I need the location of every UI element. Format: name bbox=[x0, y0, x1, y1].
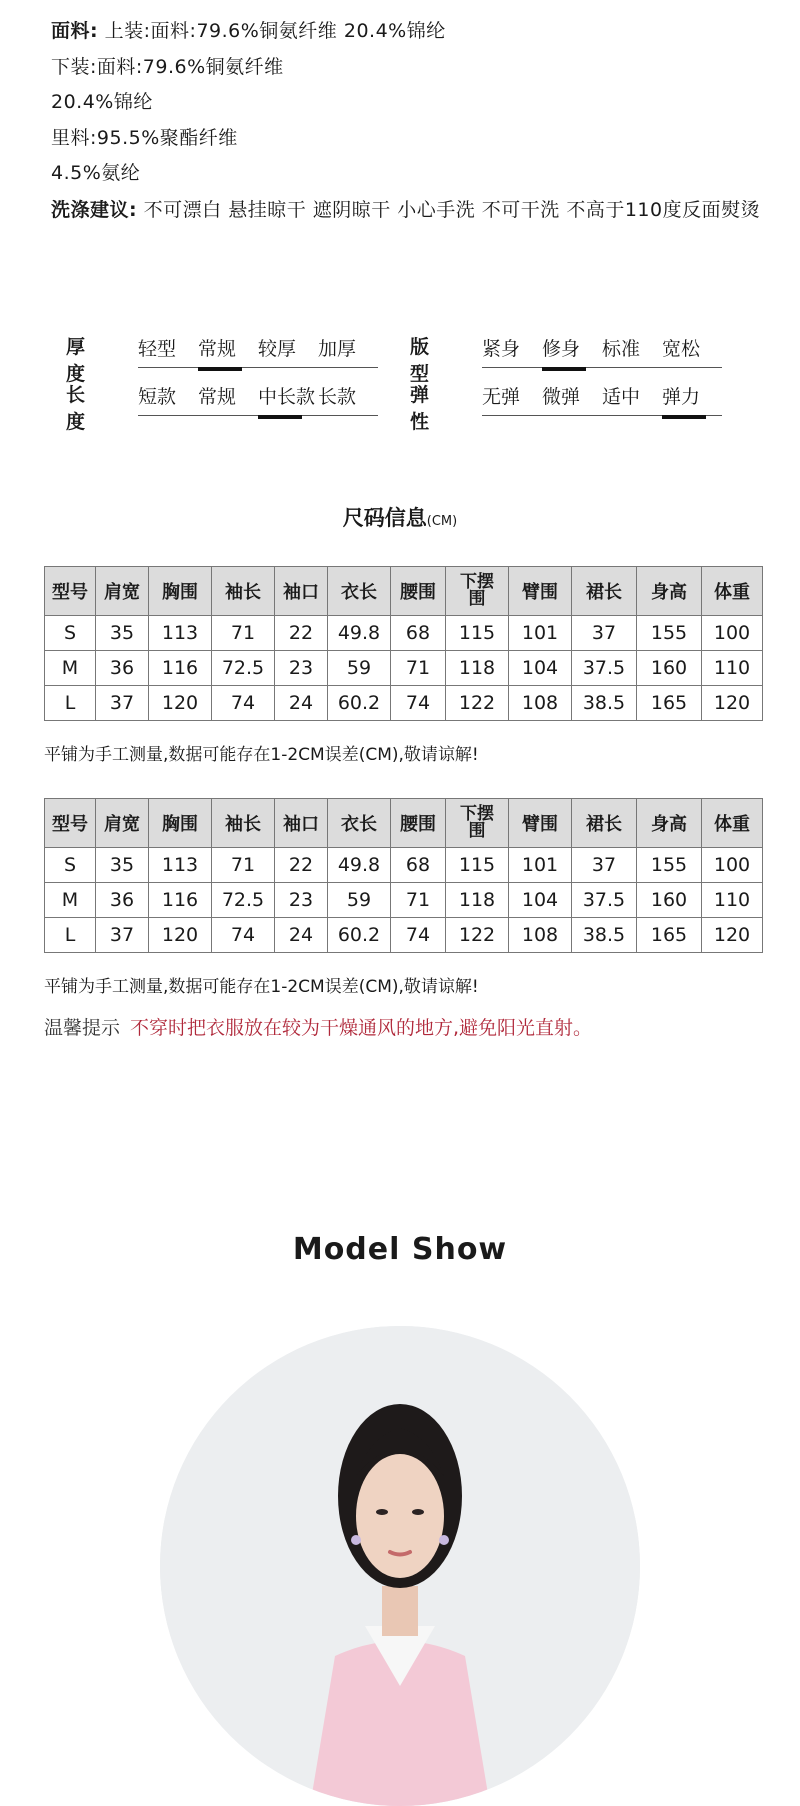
attr-option-elasticity-0: 无弹 bbox=[482, 386, 521, 408]
size-cell: 165 bbox=[637, 918, 702, 953]
attr-option-fit-0: 紧身 bbox=[482, 338, 521, 360]
size-cell: 115 bbox=[446, 848, 509, 883]
size-table-1 bbox=[44, 566, 763, 721]
size-cell: 113 bbox=[149, 848, 212, 883]
attr-option-length-2: 中长款 bbox=[258, 382, 318, 415]
size-cell: 104 bbox=[509, 651, 572, 686]
size-cell: 36 bbox=[96, 883, 149, 918]
model-photo bbox=[160, 1326, 640, 1806]
size-cell: 108 bbox=[509, 918, 572, 953]
size-cell: 120 bbox=[149, 686, 212, 721]
size-cell: 110 bbox=[702, 651, 763, 686]
size-cell: 110 bbox=[702, 883, 763, 918]
size-cell: 37 bbox=[572, 616, 637, 651]
material-line-4: 里料:95.5%聚酯纤维 bbox=[51, 126, 238, 149]
attr-option-thickness-2: 较厚 bbox=[258, 338, 297, 360]
size-header-cell: 腰围 bbox=[391, 799, 446, 848]
size-cell: M bbox=[45, 883, 96, 918]
size-info-title: 尺码信息(CM) bbox=[342, 506, 458, 530]
attr-option-fit-1: 修身 bbox=[542, 334, 602, 367]
measurement-note-1: 平铺为手工测量,数据可能存在1-2CM误差(CM),敬请谅解! bbox=[44, 745, 479, 765]
size-header-cell: 体重 bbox=[702, 799, 763, 848]
size-header-cell: 裙长 bbox=[572, 567, 637, 616]
size-cell: 115 bbox=[446, 616, 509, 651]
size-cell: M bbox=[45, 651, 96, 686]
size-cell: 24 bbox=[275, 686, 328, 721]
model-show-title: Model Show bbox=[292, 1232, 508, 1267]
size-cell: 165 bbox=[637, 686, 702, 721]
size-header-cell: 袖长 bbox=[212, 567, 275, 616]
size-header-cell: 胸围 bbox=[149, 567, 212, 616]
size-cell: 49.8 bbox=[328, 616, 391, 651]
size-cell: 36 bbox=[96, 651, 149, 686]
attr-label-thickness: 厚度 bbox=[66, 336, 86, 385]
attr-label-length: 长度 bbox=[66, 384, 86, 433]
size-header-cell: 臂围 bbox=[509, 567, 572, 616]
size-cell: 68 bbox=[391, 848, 446, 883]
attr-option-thickness-1: 常规 bbox=[198, 334, 258, 367]
attr-options-length bbox=[138, 382, 378, 416]
size-cell: 72.5 bbox=[212, 651, 275, 686]
size-cell: 116 bbox=[149, 651, 212, 686]
attr-label-fit: 版型 bbox=[410, 336, 430, 385]
tip-text: 不穿时把衣服放在较为干燥通风的地方,避免阳光直射。 bbox=[130, 1017, 593, 1039]
size-cell: L bbox=[45, 686, 96, 721]
model-illustration bbox=[160, 1326, 640, 1806]
size-cell: 22 bbox=[275, 616, 328, 651]
size-cell: 100 bbox=[702, 616, 763, 651]
size-cell: 155 bbox=[637, 848, 702, 883]
size-cell: 60.2 bbox=[328, 918, 391, 953]
size-header-cell: 下摆 围 bbox=[446, 799, 509, 848]
size-row bbox=[45, 651, 763, 686]
size-cell: 160 bbox=[637, 651, 702, 686]
size-cell: 71 bbox=[391, 651, 446, 686]
size-header-cell: 裙长 bbox=[572, 799, 637, 848]
size-header-cell: 肩宽 bbox=[96, 799, 149, 848]
size-header-cell: 袖口 bbox=[275, 799, 328, 848]
size-header-cell: 臂围 bbox=[509, 799, 572, 848]
size-cell: 60.2 bbox=[328, 686, 391, 721]
size-cell: 71 bbox=[391, 883, 446, 918]
size-cell: 35 bbox=[96, 848, 149, 883]
size-header-cell: 肩宽 bbox=[96, 567, 149, 616]
size-cell: 71 bbox=[212, 616, 275, 651]
size-cell: 108 bbox=[509, 686, 572, 721]
size-cell: 37.5 bbox=[572, 883, 637, 918]
size-cell: L bbox=[45, 918, 96, 953]
size-cell: 35 bbox=[96, 616, 149, 651]
attr-option-elasticity-3: 弹力 bbox=[662, 382, 722, 415]
cropped-heading bbox=[51, 0, 181, 5]
size-cell: 68 bbox=[391, 616, 446, 651]
size-cell: 37 bbox=[96, 918, 149, 953]
wash-instructions: 洗涤建议: 不可漂白 悬挂晾干 遮阴晾干 小心手洗 不可干洗 不高于110度反面熨烫 bbox=[51, 198, 761, 221]
size-row bbox=[45, 848, 763, 883]
attr-option-fit-2: 标准 bbox=[602, 338, 641, 360]
size-cell: 49.8 bbox=[328, 848, 391, 883]
size-cell: 74 bbox=[212, 686, 275, 721]
attr-option-thickness-0: 轻型 bbox=[138, 338, 177, 360]
attr-option-elasticity-1: 微弹 bbox=[542, 386, 581, 408]
attr-options-elasticity bbox=[482, 382, 722, 416]
size-cell: 37 bbox=[96, 686, 149, 721]
size-cell: 38.5 bbox=[572, 918, 637, 953]
size-cell: 74 bbox=[391, 918, 446, 953]
size-header-cell: 衣长 bbox=[328, 567, 391, 616]
size-header-cell: 下摆 围 bbox=[446, 567, 509, 616]
size-header-cell: 袖长 bbox=[212, 799, 275, 848]
attr-option-fit-3: 宽松 bbox=[662, 338, 701, 360]
size-cell: 118 bbox=[446, 883, 509, 918]
size-header-cell: 身高 bbox=[637, 567, 702, 616]
size-header-cell: 型号 bbox=[45, 567, 96, 616]
material-line-3: 20.4%锦纶 bbox=[51, 91, 153, 113]
size-cell: 104 bbox=[509, 883, 572, 918]
size-cell: 122 bbox=[446, 918, 509, 953]
size-table-2 bbox=[44, 798, 763, 953]
size-header-cell: 腰围 bbox=[391, 567, 446, 616]
size-cell: 113 bbox=[149, 616, 212, 651]
tip-label: 温馨提示 bbox=[44, 1017, 121, 1039]
attr-option-thickness-3: 加厚 bbox=[318, 338, 357, 360]
size-cell: 116 bbox=[149, 883, 212, 918]
size-cell: 100 bbox=[702, 848, 763, 883]
size-cell: 37.5 bbox=[572, 651, 637, 686]
size-header-cell: 型号 bbox=[45, 799, 96, 848]
material-line-2: 下装:面料:79.6%铜氨纤维 bbox=[51, 55, 284, 78]
attr-option-length-1: 常规 bbox=[198, 386, 237, 408]
size-cell: 160 bbox=[637, 883, 702, 918]
size-cell: 120 bbox=[702, 686, 763, 721]
attr-options-thickness bbox=[138, 334, 378, 368]
size-row bbox=[45, 616, 763, 651]
size-cell: 38.5 bbox=[572, 686, 637, 721]
size-cell: 23 bbox=[275, 651, 328, 686]
material-line-1: 面料: 上装:面料:79.6%铜氨纤维 20.4%锦纶 bbox=[51, 20, 446, 42]
size-cell: 118 bbox=[446, 651, 509, 686]
size-header-cell: 衣长 bbox=[328, 799, 391, 848]
material-info bbox=[51, 14, 781, 232]
size-row bbox=[45, 918, 763, 953]
size-cell: 74 bbox=[212, 918, 275, 953]
size-cell: 71 bbox=[212, 848, 275, 883]
care-tip bbox=[44, 1013, 592, 1040]
size-cell: 120 bbox=[702, 918, 763, 953]
size-cell: 155 bbox=[637, 616, 702, 651]
size-cell: 72.5 bbox=[212, 883, 275, 918]
size-cell: 120 bbox=[149, 918, 212, 953]
size-cell: 74 bbox=[391, 686, 446, 721]
material-line-5: 4.5%氨纶 bbox=[51, 162, 141, 184]
size-header-cell: 体重 bbox=[702, 567, 763, 616]
size-row bbox=[45, 883, 763, 918]
size-row bbox=[45, 686, 763, 721]
size-cell: 24 bbox=[275, 918, 328, 953]
attr-label-elasticity: 弹性 bbox=[410, 384, 430, 433]
size-cell: 122 bbox=[446, 686, 509, 721]
attr-option-length-3: 长款 bbox=[318, 386, 357, 408]
size-cell: 101 bbox=[509, 848, 572, 883]
size-header-cell: 身高 bbox=[637, 799, 702, 848]
size-cell: 101 bbox=[509, 616, 572, 651]
measurement-note-2: 平铺为手工测量,数据可能存在1-2CM误差(CM),敬请谅解! bbox=[44, 977, 479, 997]
attr-options-fit bbox=[482, 334, 722, 368]
size-cell: 59 bbox=[328, 651, 391, 686]
attr-option-elasticity-2: 适中 bbox=[602, 386, 641, 408]
size-cell: 23 bbox=[275, 883, 328, 918]
size-cell: S bbox=[45, 848, 96, 883]
size-cell: 59 bbox=[328, 883, 391, 918]
size-cell: 37 bbox=[572, 848, 637, 883]
size-cell: S bbox=[45, 616, 96, 651]
size-header-cell: 袖口 bbox=[275, 567, 328, 616]
size-header-cell: 胸围 bbox=[149, 799, 212, 848]
size-cell: 22 bbox=[275, 848, 328, 883]
attr-option-length-0: 短款 bbox=[138, 386, 177, 408]
